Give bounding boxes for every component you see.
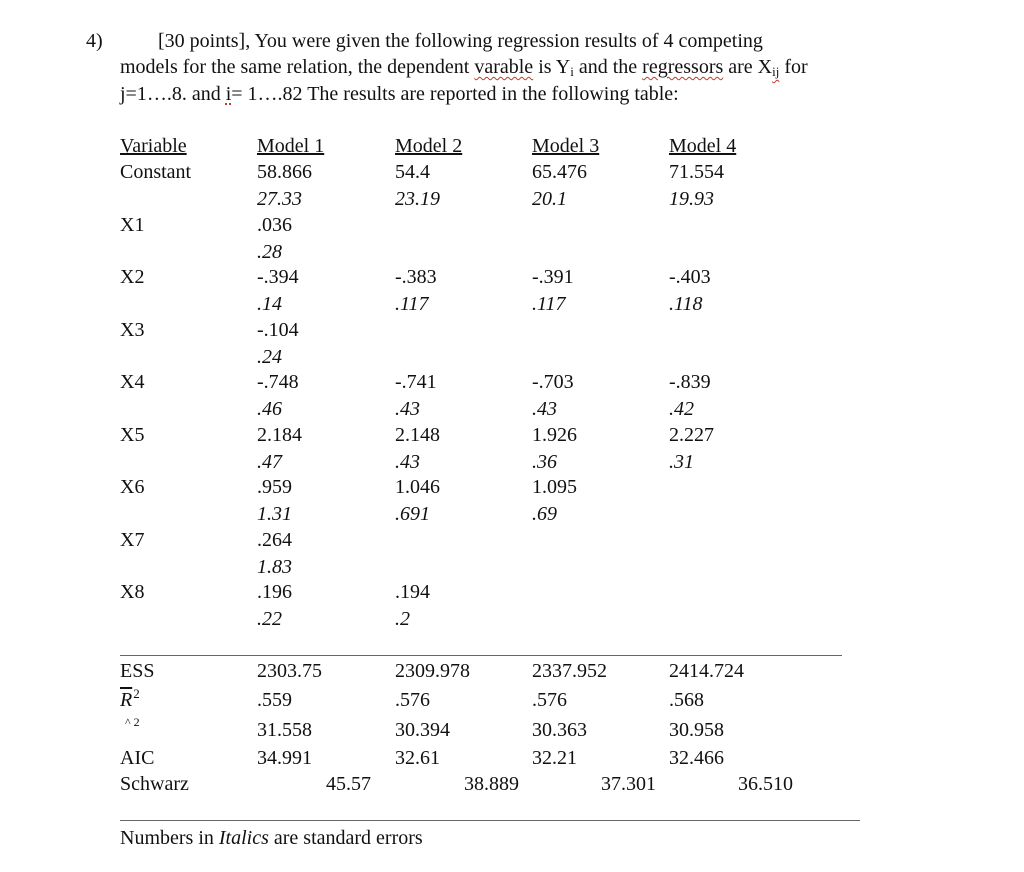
coef-model-1: 2.184 [257, 424, 302, 446]
coef-model-2: -.383 [395, 266, 437, 288]
schwarz-model-4: 36.510 [738, 773, 793, 795]
coef-model-3: -.391 [532, 266, 574, 288]
se-model-3: .36 [532, 451, 557, 473]
sigma2-model-2: 30.394 [395, 719, 450, 741]
stat-label-schwarz: Schwarz [120, 773, 189, 795]
header-model-3: Model 3 [532, 135, 600, 157]
coef-model-2: 54.4 [395, 161, 430, 183]
ess-model-3: 2337.952 [532, 660, 607, 682]
coef-model-1: -.748 [257, 371, 299, 393]
coef-model-1: .264 [257, 529, 292, 551]
coef-model-4: -.403 [669, 266, 711, 288]
coef-model-3: 1.095 [532, 476, 577, 498]
sigma2-model-1: 31.558 [257, 719, 312, 741]
se-model-2: .691 [395, 503, 430, 525]
row-label: X4 [120, 371, 145, 393]
question-line-2: models for the same relation, the dependent varable is $Y_i$ and the regressors are $X_{ij}$ for [120, 56, 808, 79]
rbar2-model-2: .576 [395, 689, 430, 711]
aic-model-1: 34.991 [257, 747, 312, 769]
coef-model-1: -.394 [257, 266, 299, 288]
row-label: X5 [120, 424, 145, 446]
header-model-2: Model 2 [395, 135, 463, 157]
question-line-1: [30 points], You were given the following regression results of 4 competing [158, 30, 763, 52]
coef-model-1: 58.866 [257, 161, 312, 183]
divider-top [120, 655, 842, 656]
row-label: X2 [120, 266, 145, 288]
se-model-4: .31 [669, 451, 694, 473]
se-model-1: .14 [257, 293, 282, 315]
se-model-1: 27.33 [257, 188, 302, 210]
se-model-1: .28 [257, 241, 282, 263]
coef-model-1: .959 [257, 476, 292, 498]
question-line-3: j=1….8. and i= 1….82 The results are reported in the following table: [120, 83, 679, 105]
schwarz-model-2: 38.889 [464, 773, 519, 795]
ess-model-2: 2309.978 [395, 660, 470, 682]
header-model-1: Model 1 [257, 135, 325, 157]
coef-model-4: 71.554 [669, 161, 724, 183]
row-label: Constant [120, 161, 192, 183]
se-model-4: .118 [669, 293, 703, 315]
rbar2-model-3: .576 [532, 689, 567, 711]
se-model-2: .43 [395, 451, 420, 473]
se-model-2: 23.19 [395, 188, 440, 210]
stat-label-aic: AIC [120, 747, 155, 769]
spelling-flag-varable: varable [474, 56, 534, 78]
se-model-1: 1.83 [257, 556, 292, 578]
se-model-4: .42 [669, 398, 694, 420]
divider-bottom [120, 820, 860, 821]
stat-label-ess: ESS [120, 660, 155, 682]
coef-model-3: 1.926 [532, 424, 577, 446]
se-model-2: .117 [395, 293, 429, 315]
coef-model-3: 65.476 [532, 161, 587, 183]
aic-model-3: 32.21 [532, 747, 577, 769]
se-model-2: .2 [395, 608, 410, 630]
coef-model-4: -.839 [669, 371, 711, 393]
sigma2-model-4: 30.958 [669, 719, 724, 741]
sigma2-model-3: 30.363 [532, 719, 587, 741]
spelling-flag-regressors: regressors [642, 56, 724, 78]
se-model-1: .22 [257, 608, 282, 630]
coef-model-4: 2.227 [669, 424, 714, 446]
row-label: X3 [120, 319, 145, 341]
coef-model-2: -.741 [395, 371, 437, 393]
footnote: Numbers in Italics are standard errors [120, 827, 423, 849]
coef-model-1: .196 [257, 581, 292, 603]
stat-label-rbar2: $\overline{R}^2$ [120, 686, 140, 711]
ess-model-4: 2414.724 [669, 660, 744, 682]
se-model-1: 1.31 [257, 503, 292, 525]
se-model-1: .47 [257, 451, 282, 473]
aic-model-2: 32.61 [395, 747, 440, 769]
aic-model-4: 32.466 [669, 747, 724, 769]
row-label: X6 [120, 476, 145, 498]
se-model-4: 19.93 [669, 188, 714, 210]
coef-model-1: -.104 [257, 319, 299, 341]
header-model-4: Model 4 [669, 135, 737, 157]
question-number: 4) [86, 30, 103, 52]
schwarz-model-3: 37.301 [601, 773, 656, 795]
row-label: X7 [120, 529, 145, 551]
se-model-3: .69 [532, 503, 557, 525]
se-model-1: .46 [257, 398, 282, 420]
row-label: X1 [120, 214, 145, 236]
header-variable: Variable [120, 135, 187, 157]
coef-model-1: .036 [257, 214, 292, 236]
coef-model-2: 1.046 [395, 476, 440, 498]
stat-label-sigma2: ^ 2 [125, 715, 140, 729]
rbar2-model-4: .568 [669, 689, 704, 711]
se-model-3: .117 [532, 293, 566, 315]
row-label: X8 [120, 581, 145, 603]
schwarz-model-1: 45.57 [326, 773, 371, 795]
se-model-1: .24 [257, 346, 282, 368]
rbar2-model-1: .559 [257, 689, 292, 711]
se-model-2: .43 [395, 398, 420, 420]
coef-model-2: 2.148 [395, 424, 440, 446]
coef-model-3: -.703 [532, 371, 574, 393]
se-model-3: .43 [532, 398, 557, 420]
coef-model-2: .194 [395, 581, 430, 603]
se-model-3: 20.1 [532, 188, 567, 210]
ess-model-1: 2303.75 [257, 660, 322, 682]
